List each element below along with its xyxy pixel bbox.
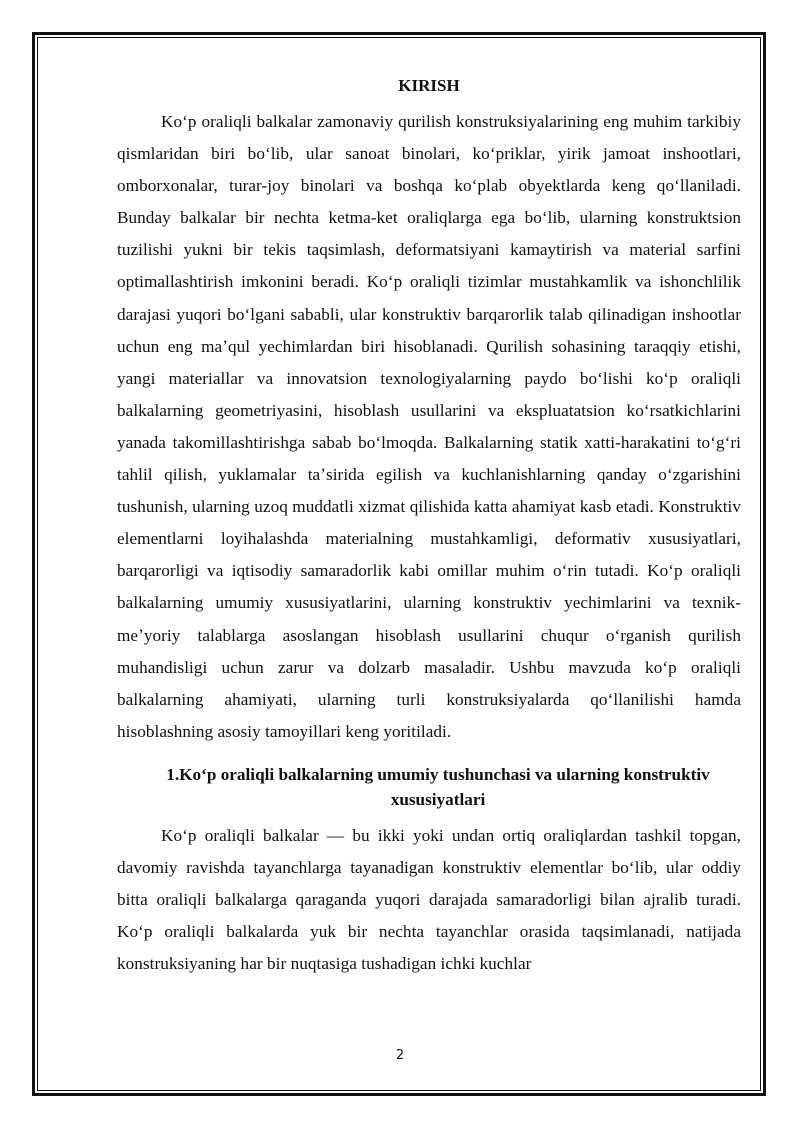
section-heading: 1.Koʻp oraliqli balkalarning umumiy tushunchasi va ularning konstruktiv xususiyatlari bbox=[166, 764, 710, 809]
page-number: 2 bbox=[395, 1048, 405, 1063]
section-paragraph: Koʻp oraliqli balkalar — bu ikki yoki undan ortiq oraliqlardan tashkil topgan, davomiy ravishda tayanchlarga tayanadigan konstruktiv elementlar boʻlib, ular oddiy bitta oraliqli balkalarga qaraganda yuqori darajada samaradorligi bilan ajralib turadi. Koʻp oraliqli balkalarda yuk bir nechta tayanchlar orasida taqsimlanadi, natijada konstruksiyaning har bir nuqtasiga tushadigan ichki kuchlar bbox=[117, 825, 741, 974]
document-body bbox=[117, 74, 741, 980]
document-title: KIRISH bbox=[398, 76, 460, 95]
intro-paragraph: Koʻp oraliqli balkalar zamonaviy qurilish konstruksiyalarining eng muhim tarkibiy qismlaridan biri boʻlib, ular sanoat binolari, koʻpriklar, yirik jamoat inshootlari, omborxonalar, turar-joy binolari va boshqa koʻplab obyektlarda keng qoʻllaniladi. Bunday balkalar bir nechta ketma-ket oraliqlarga ega boʻlib, ularning konstruktsion tuzilishi yukni bir tekis taqsimlash, deformatsiyani kamaytirish va material sarfini optimallashtirish imkonini beradi. Koʻp oraliqli tizimlar mustahkamlik va ishonchlilik darajasi yuqori boʻlgani sababli, ular konstruktiv barqarorlik talab qilinadigan inshootlar uchun eng maʼqul yechimlardan biri hisoblanadi. Qurilish sohasining taraqqiy etishi, yangi materiallar va innovatsion texnologiyalarning paydo boʻlishi koʻp oraliqli balkalarning geometriyasini, hisoblash usullarini va ekspluatatsion koʻrsatkichlarini yanada takomillashtirishga sabab boʻlmoqda. Balkalarning statik xatti-harakatini toʻgʻri tahlil qilish, yuklamalar taʼsirida egilish va kuchlanishlarning qanday oʻzgarishini tushunish, ularning uzoq muddatli xizmat qilishida katta ahamiyat kasb etadi. Konstruktiv elementlarni loyihalashda materialning mustahkamligi, deformativ xususiyatlari, barqarorligi va iqtisodiy samaradorlik kabi omillar muhim oʻrin tutadi. Koʻp oraliqli balkalarning umumiy xususiyatlarini, ularning konstruktiv yechimlarini va texnik-meʼyoriy talablarga asoslangan hisoblash usullarini chuqur oʻrganish qurilish muhandisligi uchun zarur va dolzarb masaladir. Ushbu mavzuda koʻp oraliqli balkalarning ahamiyati, ularning turli konstruksiyalarda qoʻllanilishi hamda hisoblashning asosiy tamoyillari keng yoritiladi. bbox=[117, 112, 741, 741]
